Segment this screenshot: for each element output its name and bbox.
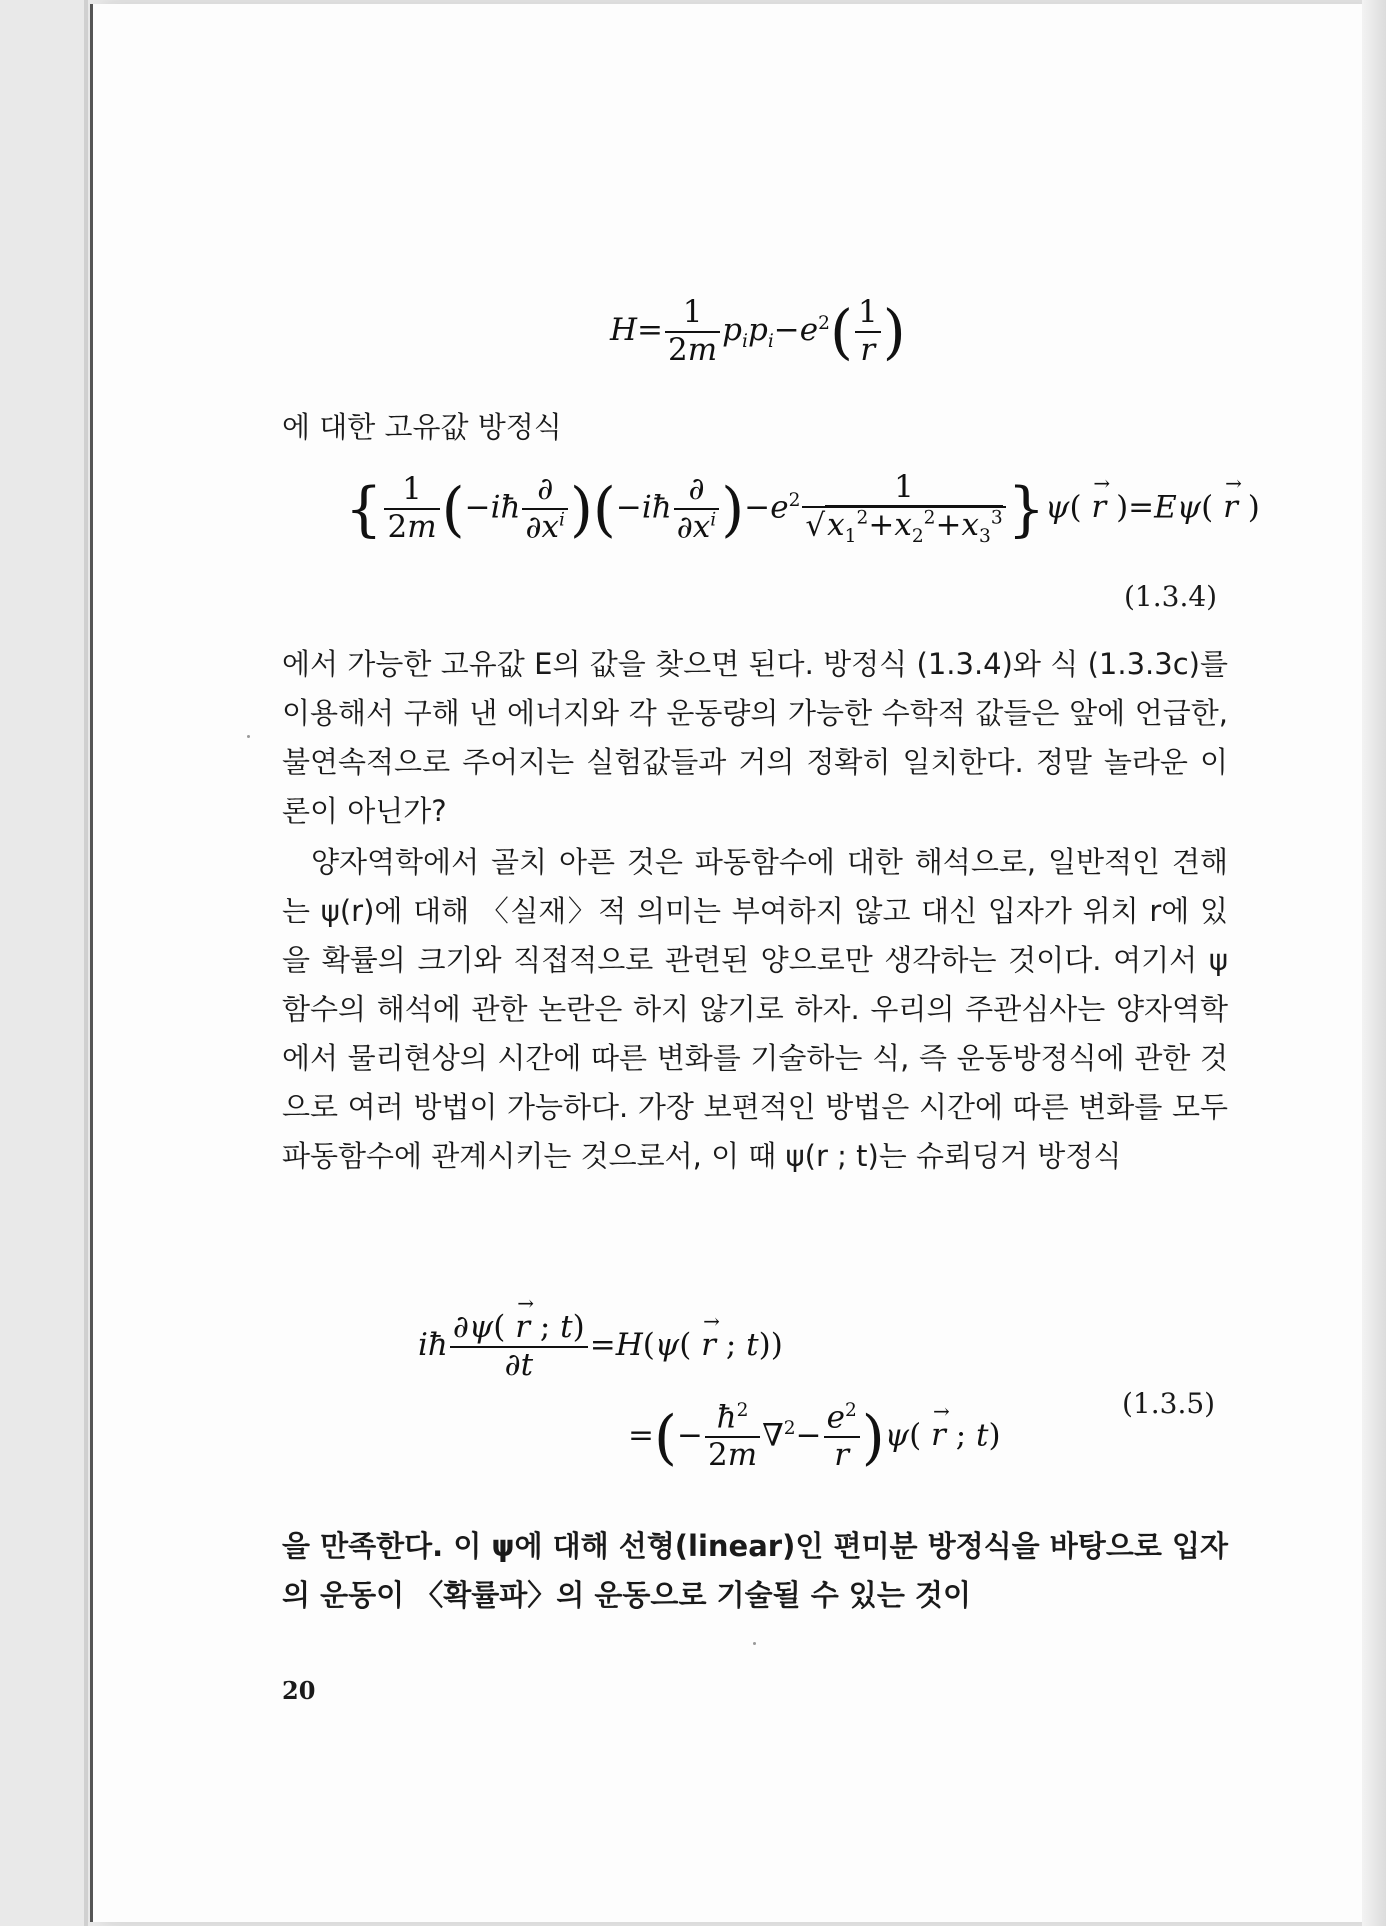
speck bbox=[753, 1642, 756, 1645]
schrodinger-equation-line-1: iħ $\frac{\partial\psi( \to r ; t)}{\partial t}$ =H(ψ( → r ; t)) bbox=[418, 1310, 783, 1383]
page-shadow bbox=[1362, 0, 1386, 1926]
equation-number-1-3-4: (1.3.4) bbox=[1124, 580, 1218, 613]
schrodinger-equation-line-2: =(− $\frac{ħ^2}{2m}$ ∇$^2$− $\frac{e^2}{r}$ )ψ( → r ; t) bbox=[628, 1400, 1001, 1474]
scan-edge bbox=[84, 0, 88, 1926]
paragraph-2: 양자역학에서 골치 아픈 것은 파동함수에 대한 해석으로, 일반적인 견해는 ψ(r)에 대해 〈실재〉적 의미는 부여하지 않고 대신 입자가 위치 r에 있을 확률의 크기와 직접적으로 관련된 양으로만 생각하는 것이다. 여기서 ψ 함수의 해석에 관한 논란은 하지 않기로 하자. 우리의 주관심사는 양자역학에서 물리현상의 시간에 따른 변화를 기술하는 식, 즉 운동방정식에 관한 것으로 여러 방법이 가능하다. 가장 보편적인 방법은 시간에 따른 변화를 모두 파동함수에 관계시키는 것으로서, 이 때 ψ(r ; t)는 슈뢰딩거 방정식 bbox=[282, 845, 1228, 1173]
page-number: 20 bbox=[282, 1676, 316, 1705]
paragraph-1: 에서 가능한 고유값 E의 값을 찾으면 된다. 방정식 (1.3.4)와 식 (1.3.3c)를 이용해서 구해 낸 에너지와 각 운동량의 가능한 수학적 값들은 앞에 언급한, 불연속적으로 주어지는 실험값들과 거의 정확히 일치한다. 정말 놀라운 이론이 아닌가? bbox=[282, 647, 1228, 828]
paragraph-3: 을 만족한다. 이 ψ에 대해 선형(linear)인 편미분 방정식을 바탕으로 입자의 운동이 〈확률파〉의 운동으로 기술될 수 있는 것이 bbox=[282, 1529, 1228, 1612]
equation-number-1-3-5: (1.3.5) bbox=[1122, 1387, 1216, 1420]
eigenvalue-equation: { $\frac{1}{2m}$ (−iħ $\frac{\partial}{\partial x^i}$ )(−iħ $\frac{\partial}{\partial x^i}$ )$-e^2$ $\frac{1}{√x_1^2+x_2^2+x_3^3}$ }ψ( → r )=Eψ( → r ) bbox=[345, 470, 1260, 548]
hamiltonian-equation: H= $\frac{1}{2m}$ $p_ip_i-e^2$( $\frac{1}{r}$ ) bbox=[610, 294, 906, 368]
speck bbox=[247, 735, 250, 738]
intro-text: 에 대한 고유값 방정식 bbox=[282, 410, 562, 444]
